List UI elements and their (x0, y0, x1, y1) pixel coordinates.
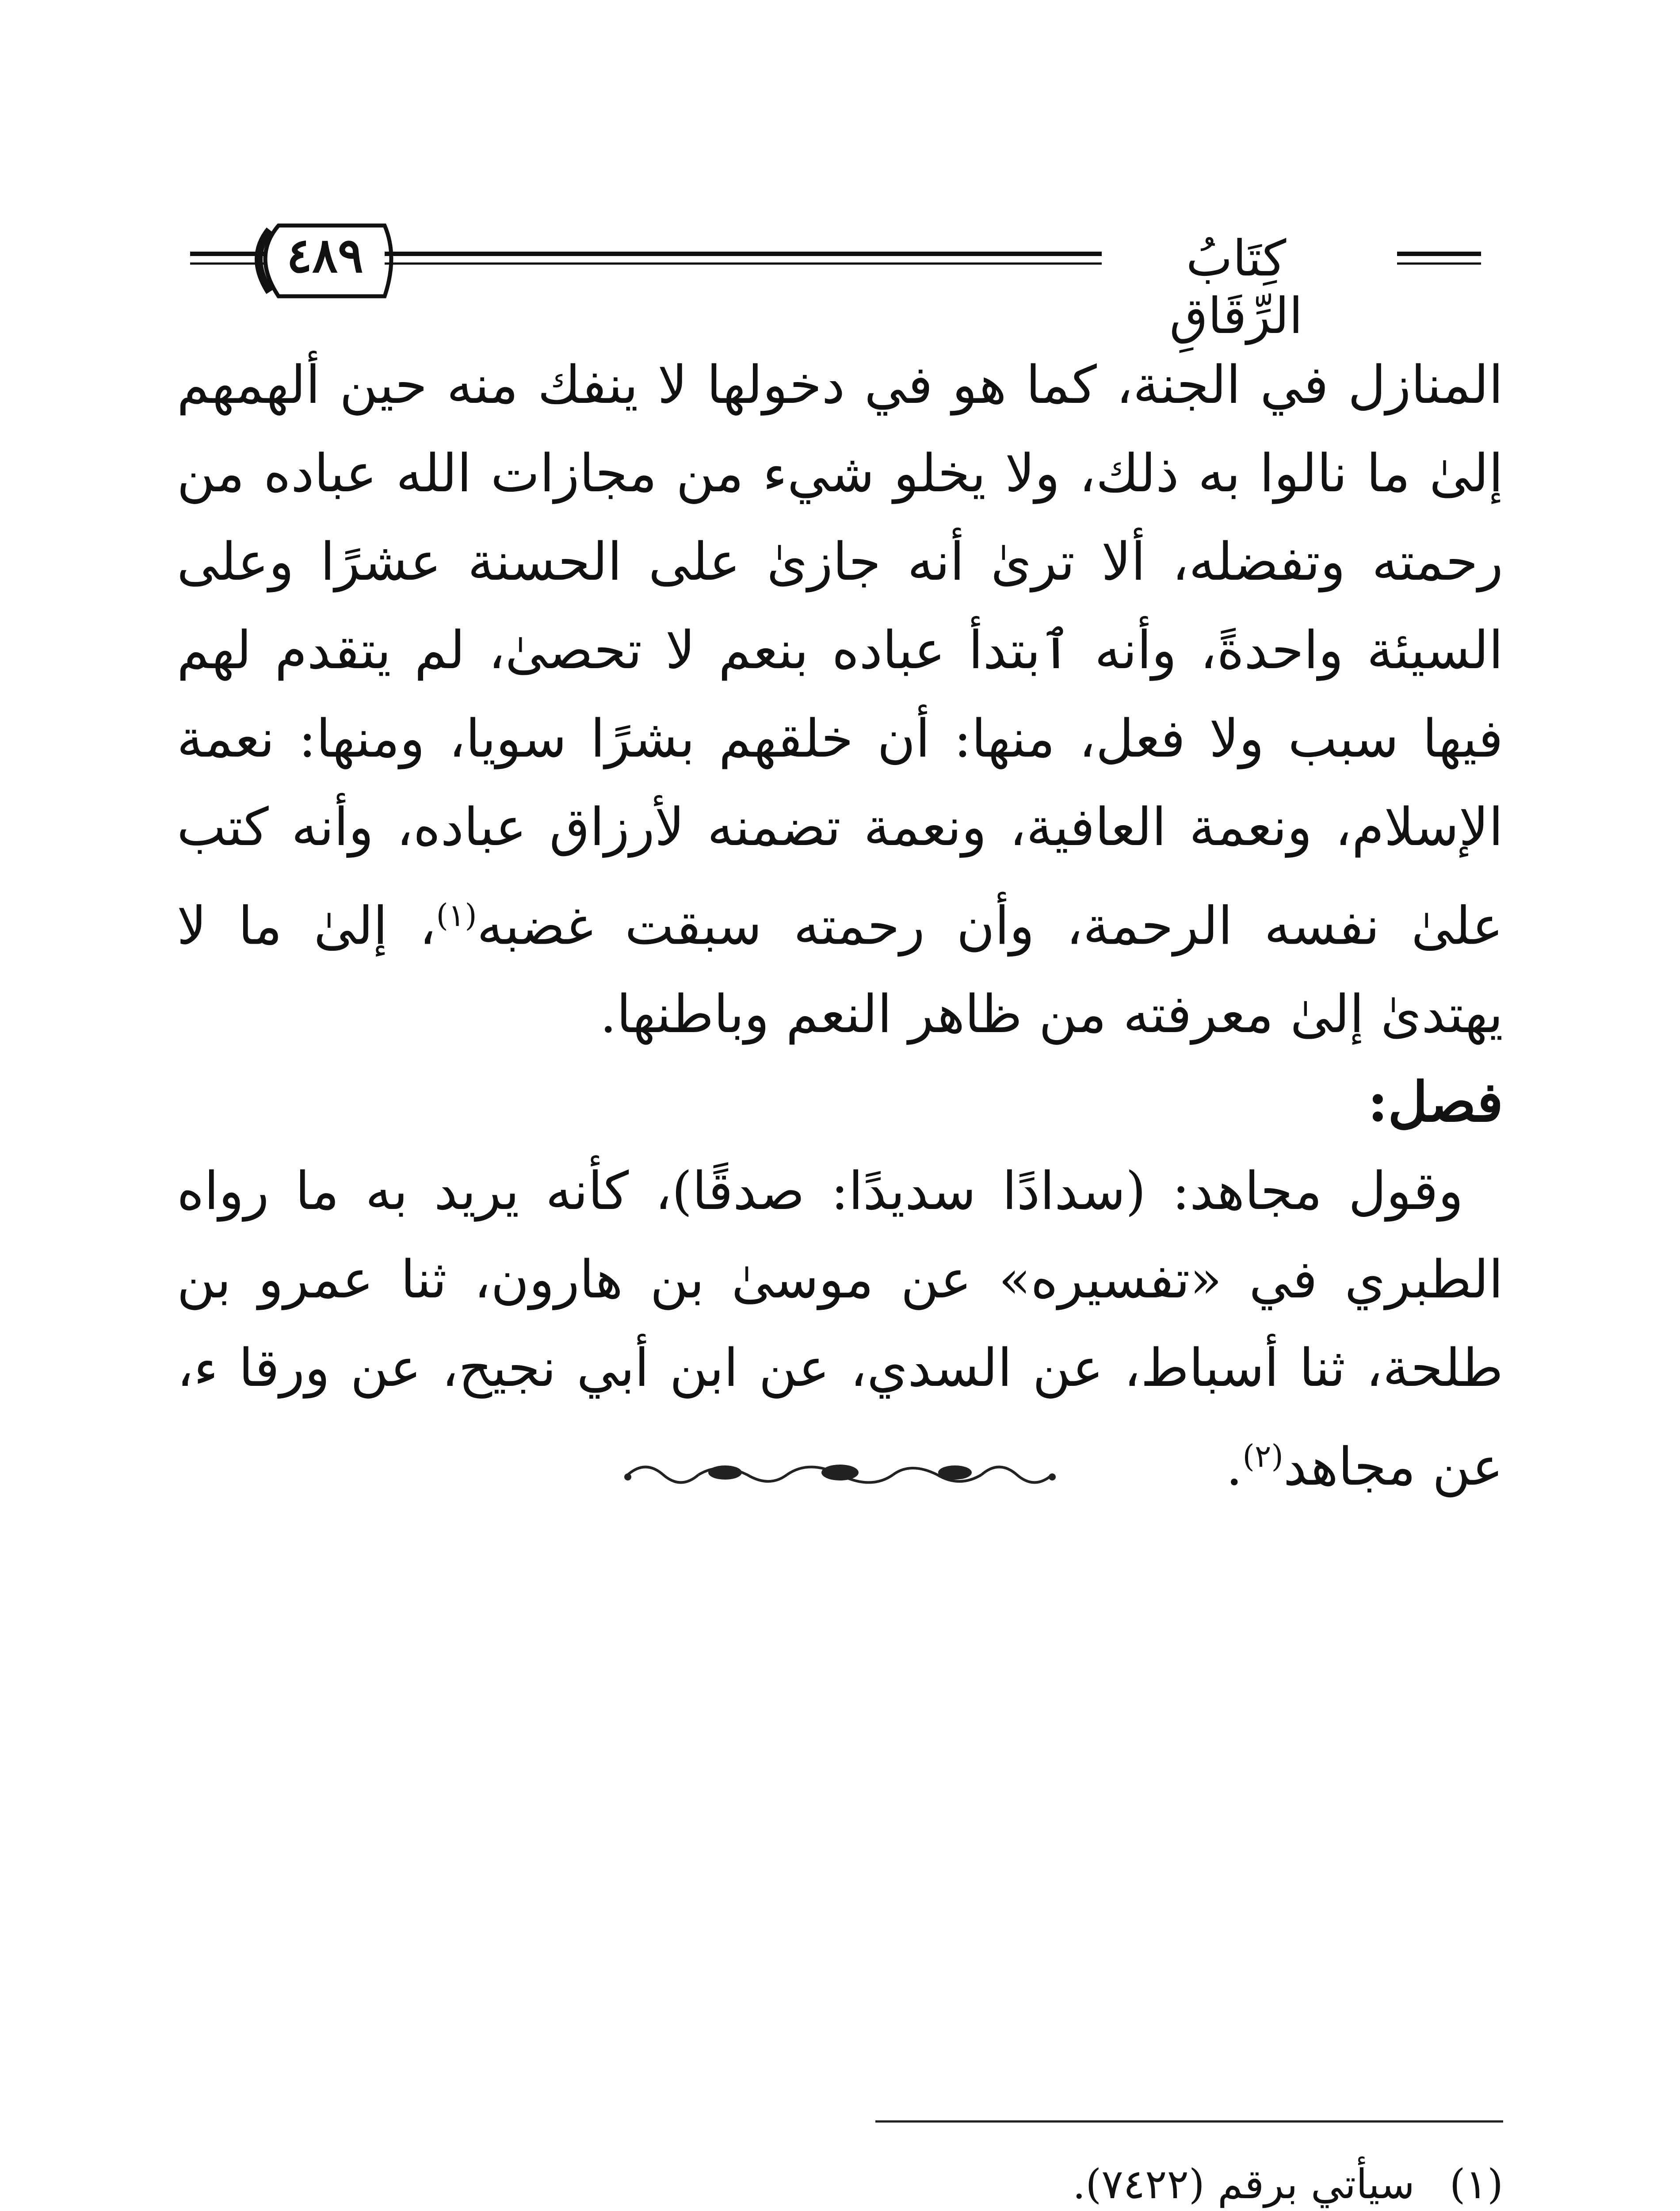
footnote-reference[interactable]: (١) (436, 897, 477, 933)
paragraph-text: . (1226, 1436, 1243, 1497)
paragraph (177, 340, 1503, 1058)
ornament-divider-icon (619, 1455, 1061, 1495)
page-number: ٤٨٩ (286, 228, 364, 283)
main-text (177, 340, 1503, 1511)
footnote (177, 2149, 1503, 2211)
book-title: كِتَابُ الرِّقَاقِ (1102, 230, 1371, 345)
footnote-text: سيأتي برقم (٧٤٢٢). (1073, 2161, 1415, 2208)
footnote-marker: (١) (1449, 2161, 1503, 2208)
section-heading: فصل: (1367, 1070, 1503, 1135)
paragraph-text: ، إلىٰ ما لا يهتدىٰ إلىٰ معرفته من ظاهر النعم وباطنها. (177, 895, 1503, 1045)
footnote-separator (875, 2120, 1503, 2123)
running-header (177, 208, 1503, 345)
paragraph-text: وقول مجاهد: (سدادًا سديدًا: صدقًا)، كأنه يريد به ما رواه الطبري في «تفسيره» عن موسىٰ بن هارون، ثنا عمرو بن طلحة، ثنا أسباط، عن السدي، عن ابن أبي نجيح، عن ورقا ء، عن مجاهد (177, 1160, 1503, 1497)
paragraph-text: المنازل في الجنة، كما هو في دخولها لا ينفك منه حين ألهمهم إلىٰ ما نالوا به ذلك، ولا يخلو شيء من مجازات الله عباده من رحمته وتفضله، ألا ترىٰ أنه جازىٰ على الحسنة عشرًا وعلى السيئة واحدةً، وأنه ٱبتدأ عباده بنعم لا تحصىٰ، لم يتقدم لهم فيها سبب ولا فعل، منها: أن خلقهم بشرًا سويا، ومنها: نعمة الإسلام، ونعمة العافية، ونعمة تضمنه لأرزاق عباده، وأنه كتب علىٰ نفسه الرحمة، وأن رحمته سبقت غضبه (177, 354, 1504, 956)
footnote-reference[interactable]: (٢) (1242, 1438, 1283, 1475)
footnotes (177, 2149, 1503, 2211)
